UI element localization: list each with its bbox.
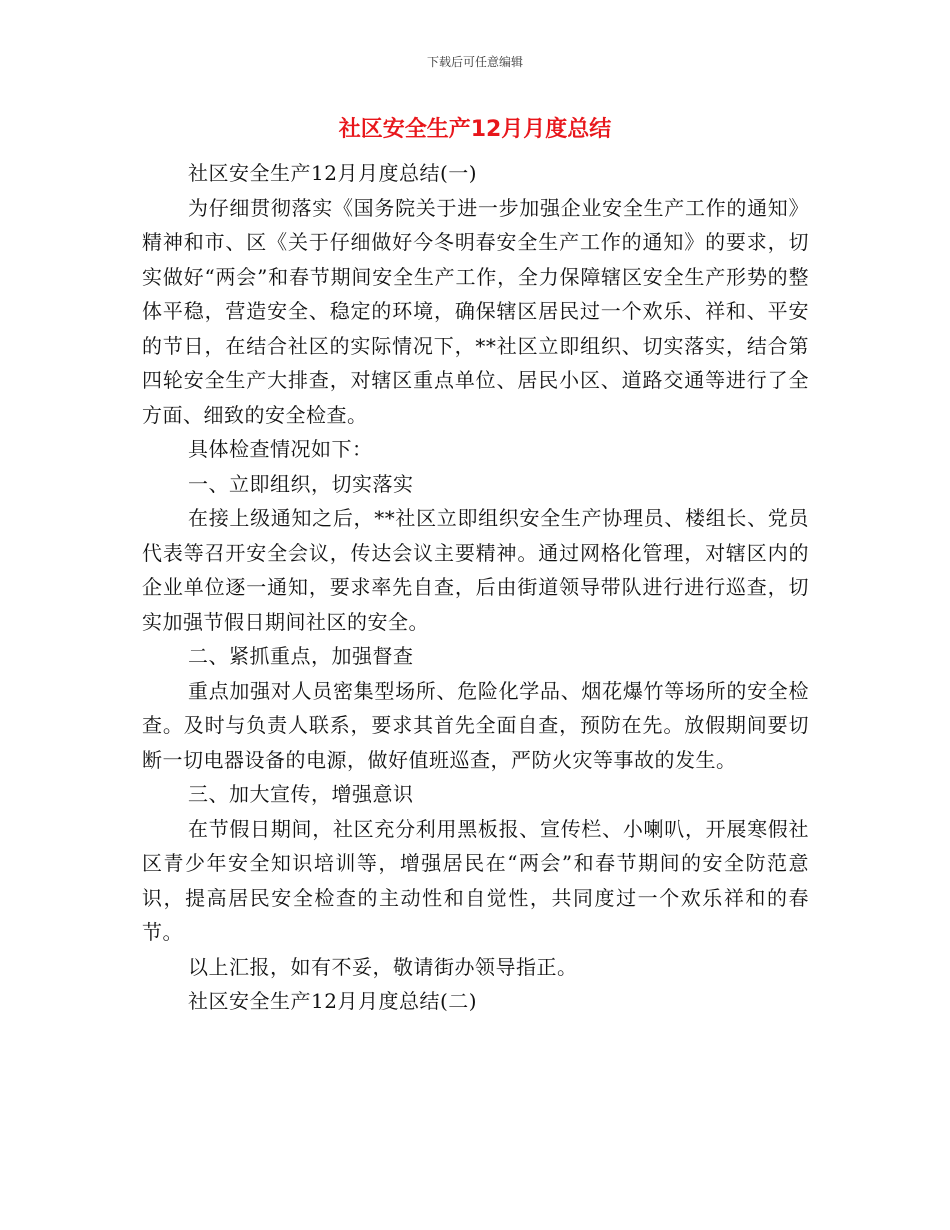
paragraph-section-heading-1: 社区安全生产12月月度总结(一) bbox=[188, 161, 478, 185]
paragraph-point-1-body: 在接上级通知之后，**社区立即组织安全生产协理员、楼组长、党员代表等召开安全会议，传达会议主要精神。通过网格化管理，对辖区内的企业单位逐一通知，要求率先自查，后由街道领导带队进行进行巡查，切实加强节假日期间社区的安全。 bbox=[142, 506, 809, 634]
paragraph-point-2-heading: 二、紧抓重点，加强督查 bbox=[188, 644, 414, 668]
paragraph-point-3-heading: 三、加大宣传，增强意识 bbox=[188, 782, 414, 806]
paragraph-section-heading-2: 社区安全生产12月月度总结(二) bbox=[188, 989, 478, 1013]
document-title: 社区安全生产12月月度总结 bbox=[338, 117, 612, 142]
paragraph-point-1-heading: 一、立即组织，切实落实 bbox=[188, 471, 414, 496]
paragraph-point-3-body: 在节假日期间，社区充分利用黑板报、宣传栏、小喇叭，开展寒假社区青少年安全知识培训等，增强居民在“两会”和春节期间的安全防范意识，提高居民安全检查的主动性和自觉性，共同度过一个欢乐祥和的春节。 bbox=[142, 816, 809, 944]
paragraph-intro: 为仔细贯彻落实《国务院关于进一步加强企业安全生产工作的通知》精神和市、区《关于仔细做好今冬明春安全生产工作的通知》的要求，切实做好“两会”和春节期间安全生产工作，全力保障辖区安全生产形势的整体平稳，营造安全、稳定的环境，确保辖区居民过一个欢乐、祥和、平安的节日，在结合社区的实际情况下，**社区立即组织、切实落实，结合第四轮安全生产大排查，对辖区重点单位、居民小区、道路交通等进行了全方面、细致的安全检查。 bbox=[142, 195, 809, 427]
paragraph-point-2-body: 重点加强对人员密集型场所、危险化学品、烟花爆竹等场所的安全检查。及时与负责人联系，要求其首先全面自查，预防在先。放假期间要切断一切电器设备的电源，做好值班巡查，严防火灾等事故的发生。 bbox=[142, 678, 809, 772]
paragraph-closing: 以上汇报，如有不妥，敬请街办领导指正。 bbox=[188, 954, 578, 979]
paragraph-inspection-lead: 具体检查情况如下： bbox=[188, 437, 373, 461]
document-body bbox=[142, 156, 809, 1019]
header-note: 下载后可任意编辑 bbox=[426, 55, 523, 69]
